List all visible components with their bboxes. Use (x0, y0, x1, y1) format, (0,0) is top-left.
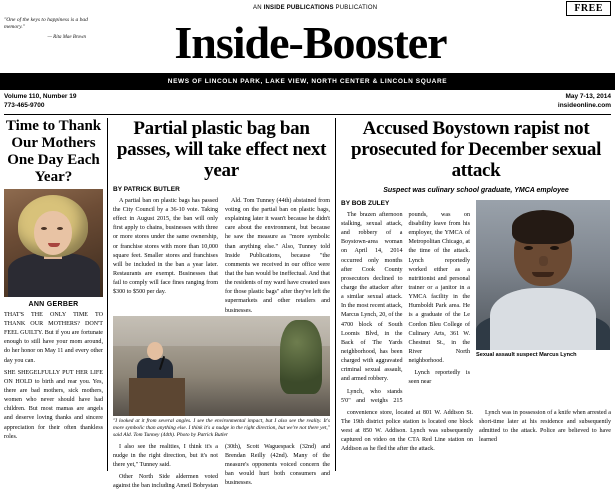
column-left (4, 118, 108, 471)
middle-paragraph: Ald. Tom Tunney (44th) abstained from voting on the partial ban on plastic bags, explaining later it wasn't because he didn't care about the environment, but because he saw the measure as "more symbolic than anything else." Also, Tunney told Inside Publications, because "the comments we received in our office were that the ban would be ineffectual. And that the residents of my ward have created uses for those plastic bags" after they've left the supermarkets and other retailers and businesses. (225, 197, 330, 314)
header-divider (4, 114, 611, 115)
coverage-area-bar: NEWS OF LINCOLN PARK, LAKE VIEW, NORTH CENTER & LINCOLN SQUARE (0, 73, 615, 90)
publisher-suffix: PUBLICATION (333, 5, 378, 11)
quote-attribution: — Rita Mae Brown (47, 34, 86, 40)
masthead (0, 15, 615, 73)
right-paragraph: Lynch reportedly is seen near (408, 370, 470, 386)
right-photo-block (476, 200, 610, 406)
quote-box (4, 17, 100, 42)
marcus-lynch-mugshot (476, 200, 610, 350)
volume-number: Volume 110, Number 19 (4, 93, 77, 100)
free-badge: FREE (566, 1, 611, 16)
left-article-body (4, 311, 103, 442)
publisher-prefix: AN (253, 5, 264, 11)
publisher-bold: INSIDE PUBLICATIONS (263, 5, 334, 11)
middle-paragraph: A partial ban on plastic bags has passed the City Council by a 36-10 vote. Taking effect in August 2015, the ban will only first apply to chains, businesses with three or more stores under the same ownership, or franchise stores with more than 10,000 square feet. Smaller stores and franchises will be included in the ban a year later. Restaurants are exempt. Businesses that fail to comply will face fines ranging from $300 to $500 per day. (113, 197, 218, 296)
left-paragraph: SHE SHEGELFULLY PUT HER LIFE ON HOLD to birth and rear you. Yes, there are bad mothers, sick mothers, women who never should have had children. But most mamas are angels and deserve loving thanks and sincere appreciation for their often thankless roles. (4, 369, 103, 440)
right-article-body (341, 211, 470, 406)
quote-text: "One of the keys to happiness is a bad memory." (4, 17, 88, 31)
middle-paragraph: Other North Side aldermen voted against the ban including Ameil Bobrystan (30th), Scott Waguespack (32nd) and Brendan Reilly (42nd). Many of the measure's opponents voiced concern the ban would hurt both consumers and businesses. (113, 443, 330, 490)
right-paragraph: The brazen afternoon stalking, sexual attack, and robbery of a Boystown-area woman on April 14, 2014 occurred only months after Cook County prosecutors declined to charge the attacker after a similar sexual attack. In the most recent attack, Marcus Lynch, 20, of the 4700 block of South Loomis Blvd, in the Back of The Yards neighborhood, has been charged with aggravated criminal sexual assault, and armed robbery. (341, 211, 403, 383)
website-url[interactable]: insideonline.com (557, 102, 611, 110)
right-headline[interactable]: Accused Boystown rapist not prosecuted for December sexual attack (350, 117, 602, 181)
middle-paragraph: I also see the realities, I think it's a nudge in the right direction, but it's not there yet," Tunney said. (113, 443, 218, 468)
cutline-text: "I looked at it from several angles. I see the environmental impact, but I also see the reality. It's more symbolic than anything else. I think it's a nudge in the right direction, but we're not there yet," said Ald. Tom Tunney (44th). (113, 417, 330, 439)
issue-right (558, 92, 611, 111)
press-conference-photo (113, 316, 330, 416)
right-byline: BY BOB ZULEY (341, 199, 390, 207)
middle-article-body (113, 197, 330, 316)
right-subhead: Suspect was culinary school graduate, YMCA employee (383, 186, 569, 194)
photo-credit: Photo by Patrick Butler (176, 432, 229, 439)
gerber-portrait-photo (4, 189, 103, 297)
right-text-block (341, 200, 476, 406)
middle-headline[interactable]: Partial plastic bag ban passes, will take effect next year (116, 117, 327, 181)
middle-article-body-continued (113, 443, 330, 491)
middle-byline: BY PATRICK BUTLER (113, 185, 180, 193)
column-middle (108, 117, 336, 490)
issue-info-row (0, 90, 615, 114)
middle-photo-cutline (113, 418, 330, 440)
publisher-line (64, 5, 566, 11)
left-headline[interactable]: Time to Thank Our Mothers One Day Each Year? (5, 117, 102, 185)
phone-number: 773-465-9700 (4, 102, 45, 110)
right-article-flow (341, 200, 611, 406)
right-paragraph: Lynch, who stands 5'0" and weighs 215 pounds, was on disability leave from his employer, the YMCA of Metropolitan Chicago, at the time of the attack. Lynch reportedly worked either as a nutritionist and personal trainer or a janitor in a YMCA facility in the Humboldt Park area. He is a graduate of the Le Cordon Bleu College of Culinary Arts, 361 W. Chestnut St., in the River North neighborhood. (341, 211, 470, 404)
newspaper-title: Inside-Booster (174, 17, 447, 68)
top-strip (0, 0, 615, 15)
columns-container (0, 117, 615, 490)
issue-date: May 7-13, 2014 (565, 93, 611, 100)
right-paragraph: convenience store, located at 801 W. Addison St. The 19th district police station is located one block west at 850 W. Addison. Lynch was subsequently captured on video on the CTA Red Line station on Addison as he fled the after the attack. (341, 409, 473, 453)
right-paragraph: Lynch was in possession of a knife when arrested a short-time later at his residence and subsequently admitted to the attack. Police are believed to have learned (479, 409, 611, 444)
right-article-body-continued (341, 409, 611, 455)
left-paragraph: THAT'S THE ONLY TIME TO THANK OUR MOTHERS? DON'T FEEL GUILTY. But if you are fortunate enough to still have your mom around, do her honor on May 11 and every other day you can. (4, 311, 103, 364)
left-photo-caption: ANN GERBER (28, 300, 79, 308)
mugshot-caption: Sexual assault suspect Marcus Lynch (476, 351, 577, 358)
column-right (336, 118, 611, 471)
issue-left (4, 92, 77, 111)
